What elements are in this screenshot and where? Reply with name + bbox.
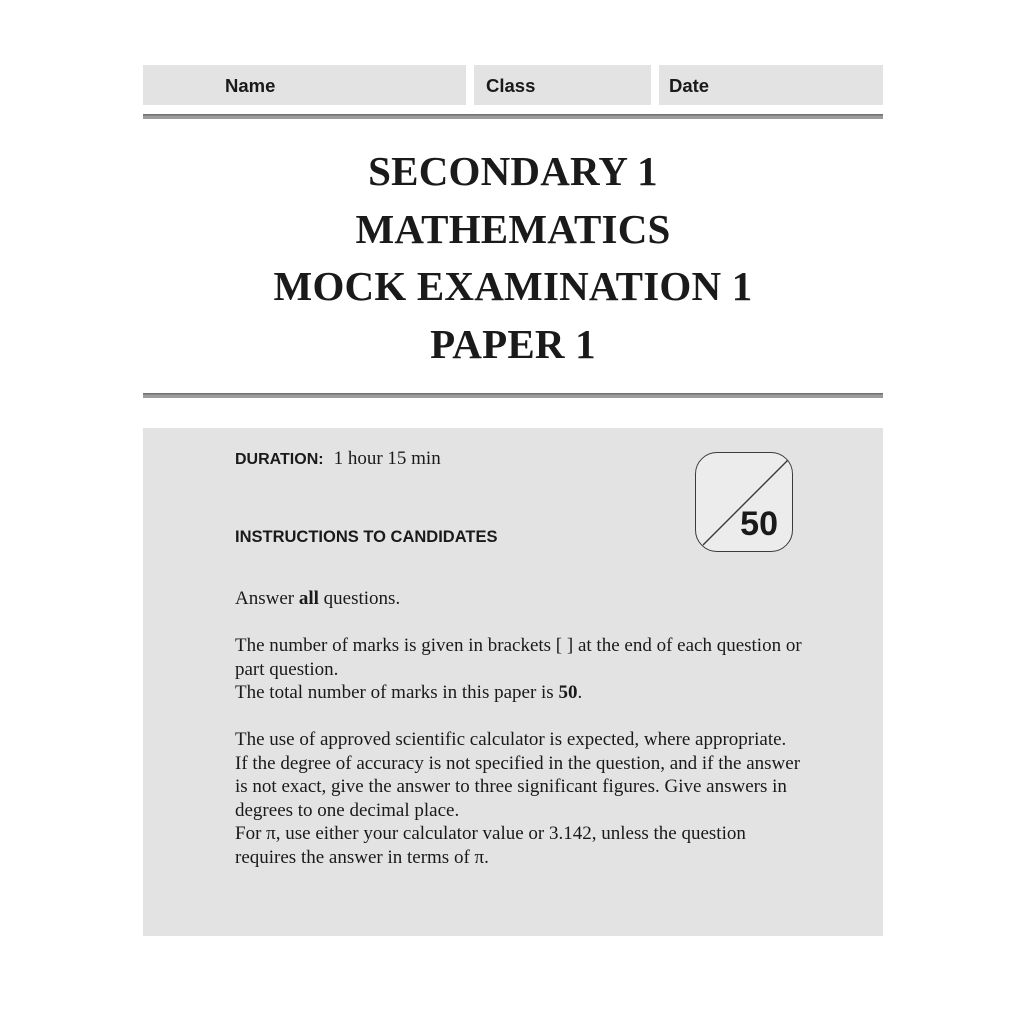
name-field-label: Name bbox=[225, 75, 276, 96]
paper-title bbox=[143, 143, 883, 373]
title-line-exam: MOCK EXAMINATION 1 bbox=[273, 263, 753, 309]
name-field bbox=[143, 65, 466, 105]
instruction-block bbox=[235, 728, 883, 869]
instruction-line: If the degree of accuracy is not specified in the question, and if the answer bbox=[235, 752, 801, 774]
date-field bbox=[659, 65, 883, 105]
instruction-line: degrees to one decimal place. bbox=[235, 799, 460, 821]
title-line-paper: PAPER 1 bbox=[430, 320, 596, 367]
instruction-block bbox=[235, 587, 883, 611]
title-line-level: SECONDARY 1 bbox=[368, 148, 658, 194]
student-info-bar bbox=[143, 65, 883, 105]
instruction-line: For π, use either your calculator value or 3.142, unless the question bbox=[235, 823, 746, 844]
instructions-panel bbox=[143, 428, 883, 936]
class-field bbox=[474, 65, 651, 105]
instruction-line: part question. bbox=[235, 658, 339, 680]
duration-row bbox=[235, 449, 441, 470]
instruction-line: The use of approved scientific calculator is expected, where appropriate. bbox=[235, 729, 787, 750]
instruction-line: The number of marks is given in brackets [ ] at the end of each question or bbox=[235, 635, 802, 656]
instruction-line: is not exact, give the answer to three significant figures. Give answers in bbox=[235, 776, 787, 797]
total-marks-value: 50 bbox=[740, 505, 778, 543]
total-marks-box bbox=[695, 452, 793, 552]
instruction-paragraphs bbox=[235, 587, 883, 893]
duration-label: DURATION: bbox=[235, 451, 324, 468]
instruction-line: The total number of marks in this paper is 50. bbox=[235, 682, 583, 703]
instruction-line: Answer all questions. bbox=[235, 588, 401, 609]
date-field-label: Date bbox=[669, 75, 710, 96]
instructions-heading: INSTRUCTIONS TO CANDIDATES bbox=[235, 528, 498, 546]
title-line-subject: MATHEMATICS bbox=[355, 205, 671, 252]
header-divider-rule bbox=[143, 114, 883, 119]
title-divider-rule bbox=[143, 393, 883, 398]
instruction-block bbox=[235, 634, 883, 705]
instruction-line: requires the answer in terms of π. bbox=[235, 846, 489, 868]
class-field-label: Class bbox=[486, 75, 536, 96]
duration-value: 1 hour 15 min bbox=[333, 448, 441, 469]
